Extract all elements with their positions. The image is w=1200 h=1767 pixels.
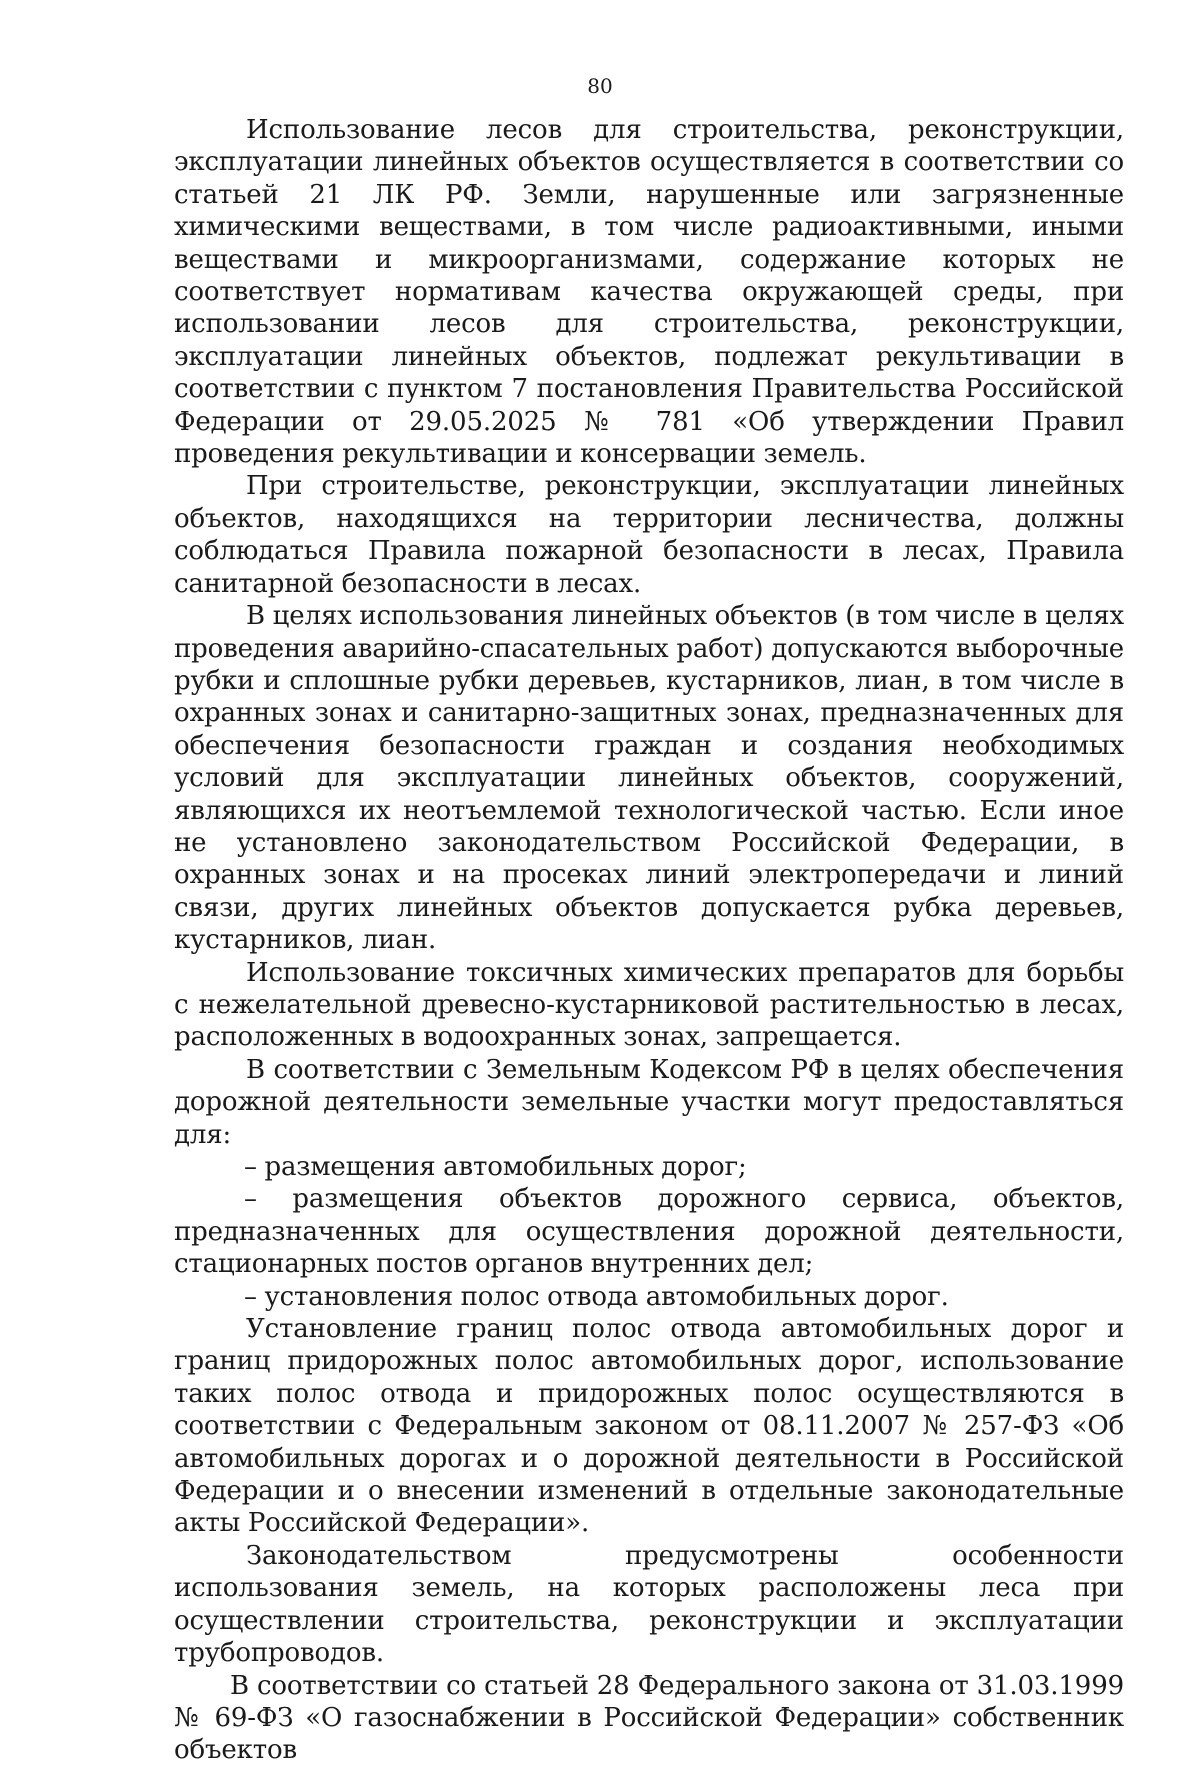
paragraph-toxic-chemicals: Использование токсичных химических препаратов для борьбы с нежелательной древесно-кустарниковой растительностью в лесах, расположенных в водоохранных зонах, запрещается. — [174, 957, 1124, 1053]
paragraph-linear-objects: Использование лесов для строительства, реконструкции, эксплуатации линейных объектов осуществляется в соответствии со статьей 21 ЛК РФ. Земли, нарушенные или загрязненные химическими веществами, в том числе радиоактивными, иными веществами и микроорганизмами, содержание которых не соответствует нормативам качества окружающей среды, при использовании лесов для строительства, реконструкции, эксплуатации линейных объектов, подлежат рекультивации в соответствии с пунктом 7 постановления Правительства Российской Федерации от 29.05.2025 № 781 «Об утверждении Правил проведения рекультивации и консервации земель. — [174, 115, 1124, 470]
paragraph-gas-supply: В соответствии со статьей 28 Федерального закона от 31.03.1999 № 69-ФЗ «О газоснабжении в Российской Федерации» собственник объектов — [174, 1670, 1124, 1766]
paragraph-road-boundaries: Установление границ полос отвода автомобильных дорог и границ придорожных полос автомобильных дорог, использование таких полос отвода и придорожных полос осуществляются в соответствии с Федеральным законом от 08.11.2007 № 257-ФЗ «Об автомобильных дорогах и о дорожной деятельности в Российской Федерации и о внесении изменений в отдельные законодательные акты Российской Федерации». — [174, 1314, 1124, 1539]
document-body — [174, 114, 1124, 1767]
paragraph-pipelines: Законодательством предусмотрены особенности использования земель, на которых расположены леса при осуществлении строительства, реконструкции и эксплуатации трубопроводов. — [174, 1540, 1124, 1669]
paragraph-fire-safety: При строительстве, реконструкции, эксплуатации линейных объектов, находящихся на территории лесничества, должны соблюдаться Правила пожарной безопасности в лесах, Правила санитарной безопасности в лесах. — [174, 471, 1124, 599]
paragraph-land-code: В соответствии с Земельным Кодексом РФ в целях обеспечения дорожной деятельности земельные участки могут предоставляться для: — [174, 1054, 1124, 1150]
paragraph-tree-cutting: В целях использования линейных объектов (в том числе в целях проведения аварийно-спасательных работ) допускаются выборочные рубки и сплошные рубки деревьев, кустарников, лиан, в том числе в охранных зонах и санитарно-защитных зонах, предназначенных для обеспечения безопасности граждан и создания необходимых условий для эксплуатации линейных объектов, сооружений, являющихся их неотъемлемой технологической частью. Если иное не установлено законодательством Российской Федерации, в охранных зонах и на просеках линий электропередачи и линий связи, других линейных объектов допускается рубка деревьев, кустарников, лиан. — [174, 601, 1124, 956]
page-number: 80 — [587, 74, 613, 98]
list-item-roads: – размещения автомобильных дорог; — [244, 1152, 747, 1182]
list-item-right-of-way: – установления полос отвода автомобильных дорог. — [244, 1281, 949, 1312]
list-item-road-service: – размещения объектов дорожного сервиса, объектов, предназначенных для осуществления дорожной деятельности, стационарных постов органов внутренних дел; — [174, 1184, 1124, 1280]
